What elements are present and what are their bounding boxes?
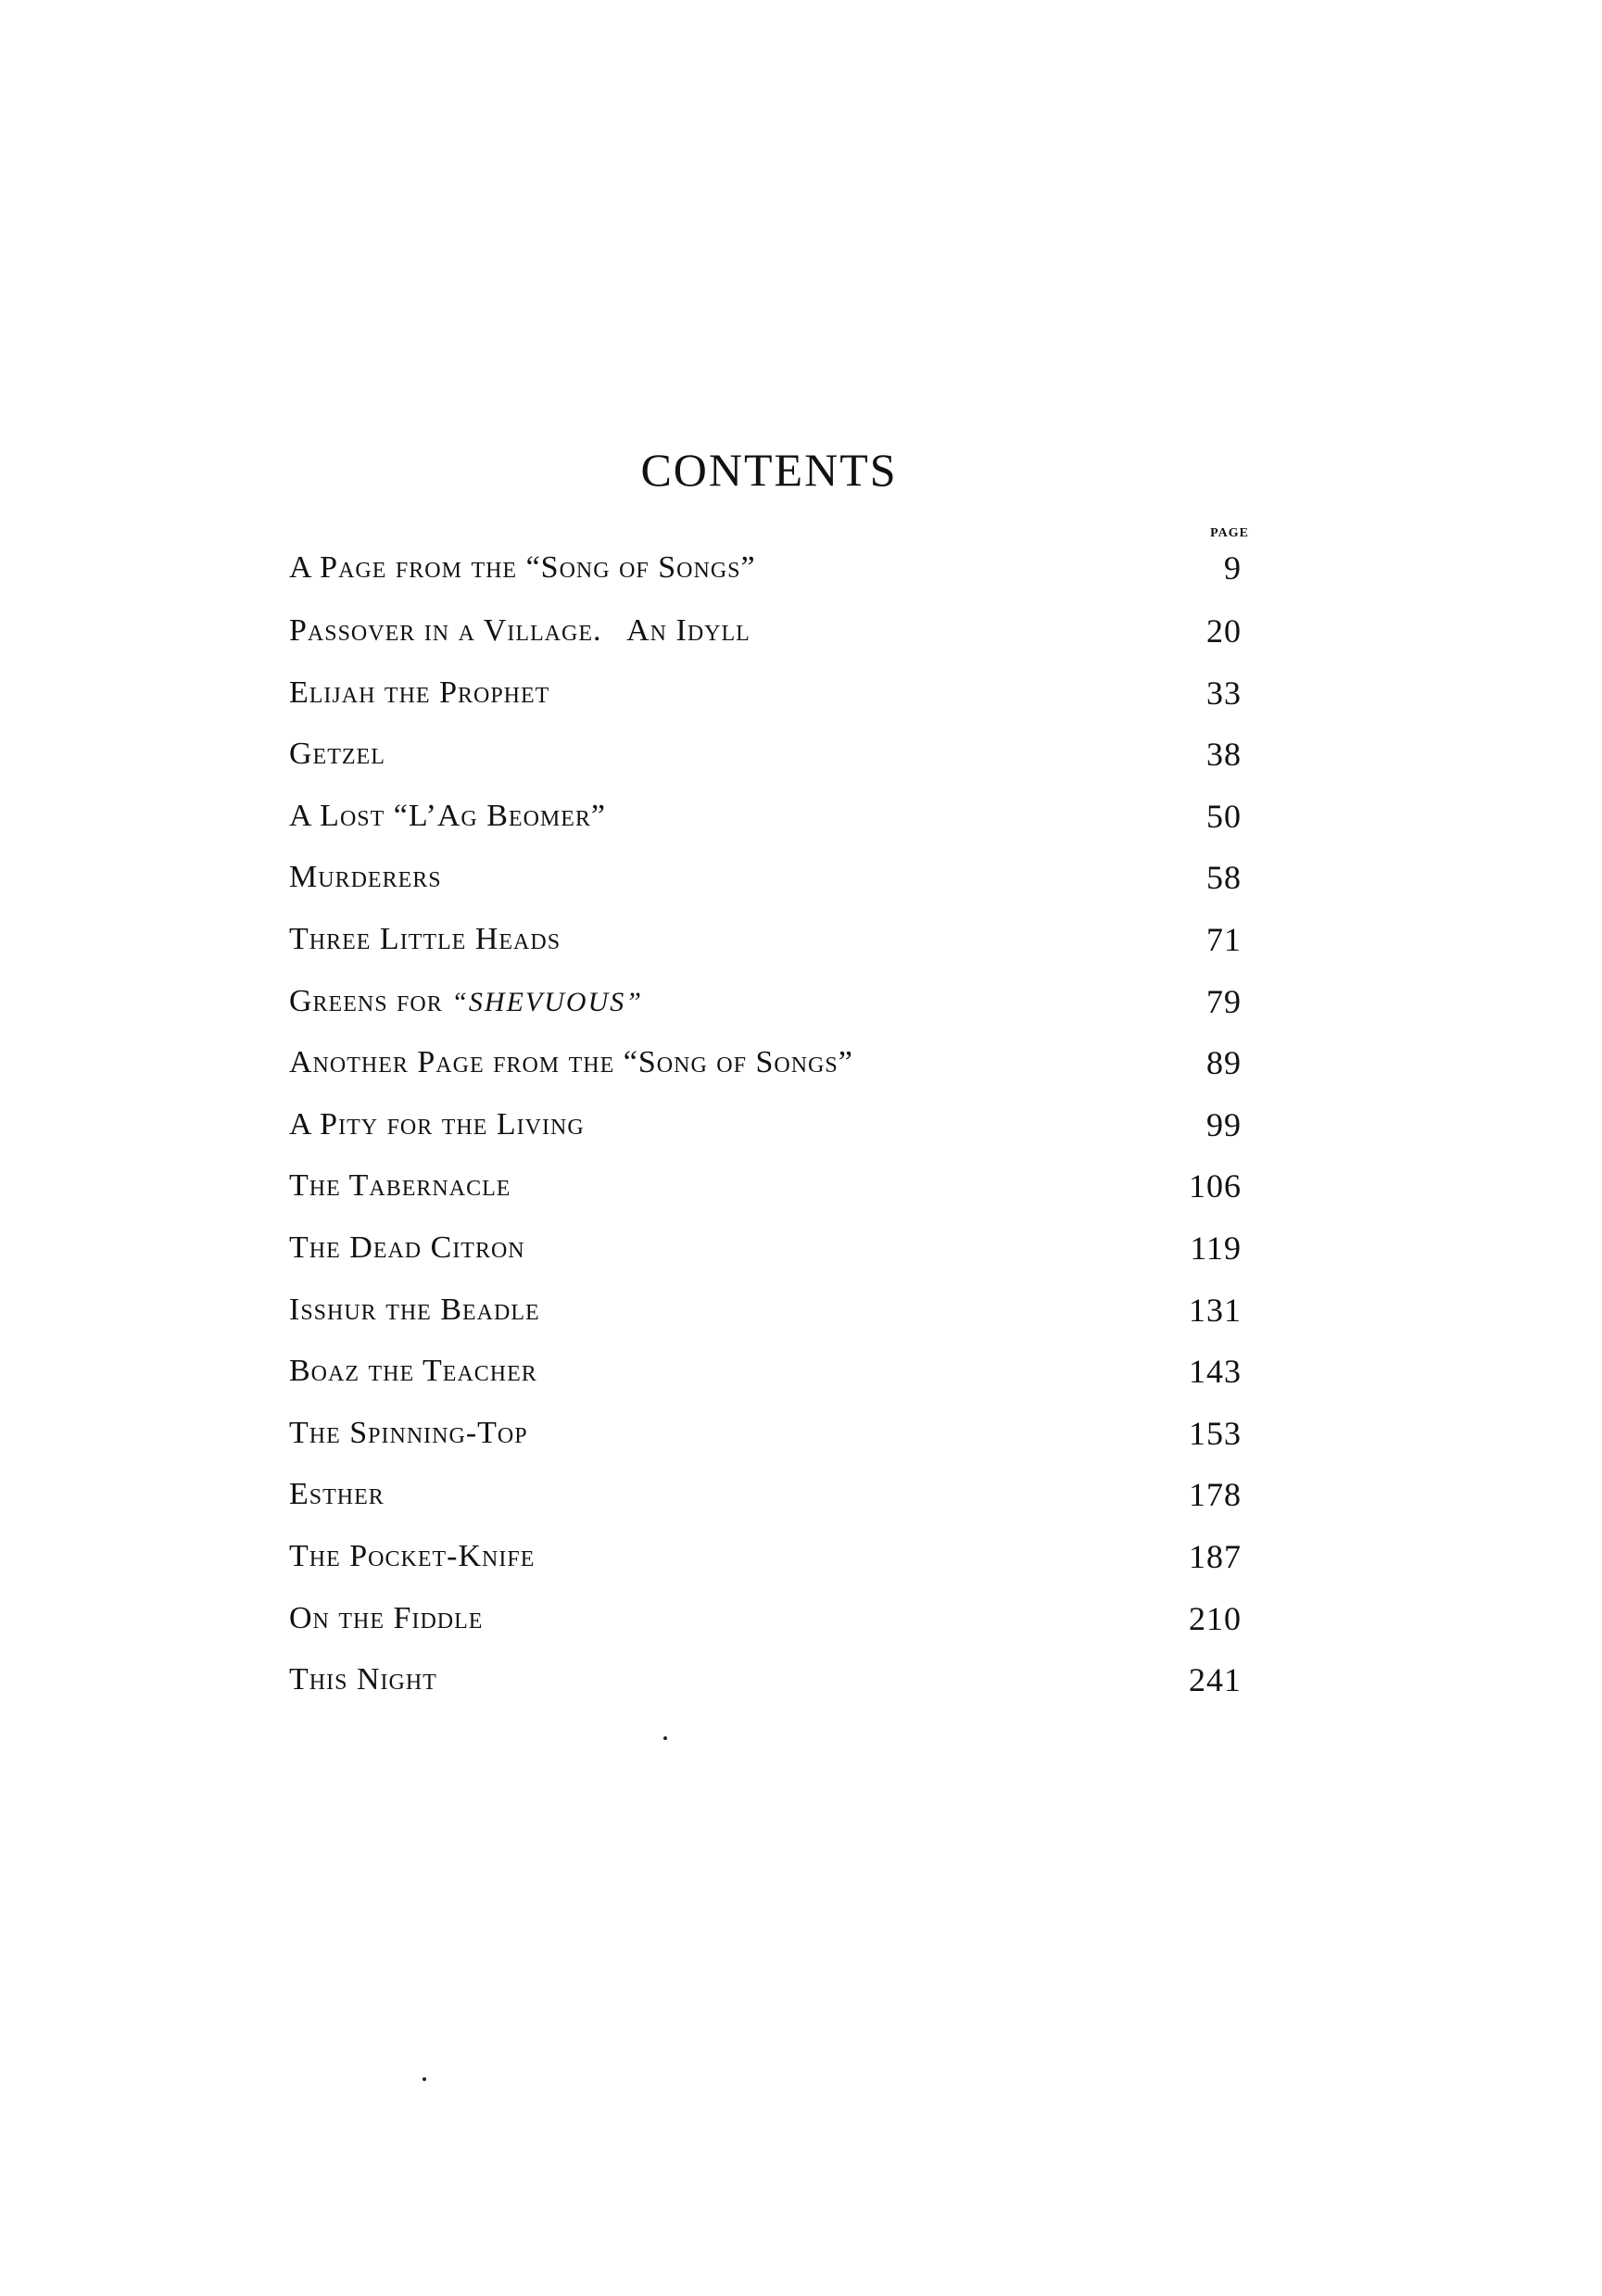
toc-entry-title: Elijah the Prophet <box>289 675 550 710</box>
toc-entry-title: Isshur the Beadle <box>289 1292 540 1327</box>
toc-entry-page: 20 <box>1206 612 1242 650</box>
toc-entry <box>289 1471 1253 1533</box>
toc-entry-page: 187 <box>1189 1537 1242 1575</box>
toc-entry-page: 153 <box>1189 1414 1242 1452</box>
toc-entry-title-text: Greens for <box>289 983 452 1018</box>
toc-entry-page: 131 <box>1189 1291 1242 1329</box>
toc-entry-page: 178 <box>1189 1476 1242 1514</box>
toc-entry <box>289 793 1253 855</box>
toc-entry-page: 106 <box>1189 1167 1242 1205</box>
toc-entry-page: 99 <box>1206 1105 1242 1143</box>
toc-entry-title: The Tabernacle <box>289 1168 511 1204</box>
page-title: CONTENTS <box>640 444 898 496</box>
toc-entry-page: 79 <box>1206 982 1242 1020</box>
toc-entry <box>289 1225 1253 1287</box>
toc-entry-title: Passover in a Village. An Idyll <box>289 613 751 648</box>
toc-entry <box>289 670 1253 732</box>
toc-entry-page: 143 <box>1189 1353 1242 1391</box>
toc-entry-title: Getzel <box>289 737 385 772</box>
toc-entry-page: 210 <box>1189 1599 1242 1637</box>
toc-entry-page: 241 <box>1189 1661 1242 1699</box>
toc-entry <box>289 608 1253 670</box>
toc-entry-page: 119 <box>1190 1229 1242 1267</box>
toc-entry <box>289 1657 1253 1719</box>
print-speck <box>423 2077 426 2081</box>
toc-entry <box>289 978 1253 1041</box>
toc-entry-title <box>289 978 643 1026</box>
toc-entry <box>289 1163 1253 1225</box>
toc-entry <box>289 854 1253 916</box>
toc-entry <box>289 1596 1253 1658</box>
toc-entry-page: 58 <box>1206 859 1242 897</box>
toc-entry <box>289 916 1253 978</box>
toc-entry-title: A Pity for the Living <box>289 1106 585 1142</box>
toc-entry-title-italic: “SHEVUOUS” <box>451 986 643 1017</box>
toc-entry-title: Three Little Heads <box>289 921 561 956</box>
print-speck <box>663 1736 667 1740</box>
toc-entry-title: Another Page from the “Song of Songs” <box>289 1045 853 1080</box>
toc-entry <box>289 1533 1253 1596</box>
toc-entry <box>289 731 1253 793</box>
toc-entry <box>289 1040 1253 1102</box>
toc-entry <box>289 1102 1253 1164</box>
toc-entry-page: 71 <box>1206 920 1242 958</box>
toc-entry-page: 38 <box>1206 736 1242 774</box>
toc-entry-title: The Dead Citron <box>289 1230 525 1265</box>
toc-entry-page: 33 <box>1206 674 1242 712</box>
toc-entry <box>289 1348 1253 1410</box>
toc-entry-page: 50 <box>1206 797 1242 835</box>
toc-entry-page: 9 <box>1224 549 1242 587</box>
toc-entry-title: Esther <box>289 1477 385 1512</box>
toc-entry-title: The Pocket-Knife <box>289 1538 536 1573</box>
toc-entry-title: The Spinning-Top <box>289 1415 528 1450</box>
toc-entry <box>289 1410 1253 1472</box>
toc-entry-title: On the Fiddle <box>289 1600 484 1635</box>
toc-entry-title: Boaz the Teacher <box>289 1354 537 1389</box>
toc-entry-page: 89 <box>1206 1044 1242 1082</box>
toc-entry-title: A Lost “L’Ag Beomer” <box>289 798 607 833</box>
toc-entry <box>289 1287 1253 1349</box>
toc-entry <box>289 545 1253 608</box>
toc-entry-title: This Night <box>289 1662 437 1697</box>
toc-entry-title: A Page from the “Song of Songs” <box>289 550 756 585</box>
table-of-contents <box>289 545 1253 1719</box>
toc-entry-title: Murderers <box>289 860 442 895</box>
page-column-label: PAGE <box>1210 526 1249 540</box>
